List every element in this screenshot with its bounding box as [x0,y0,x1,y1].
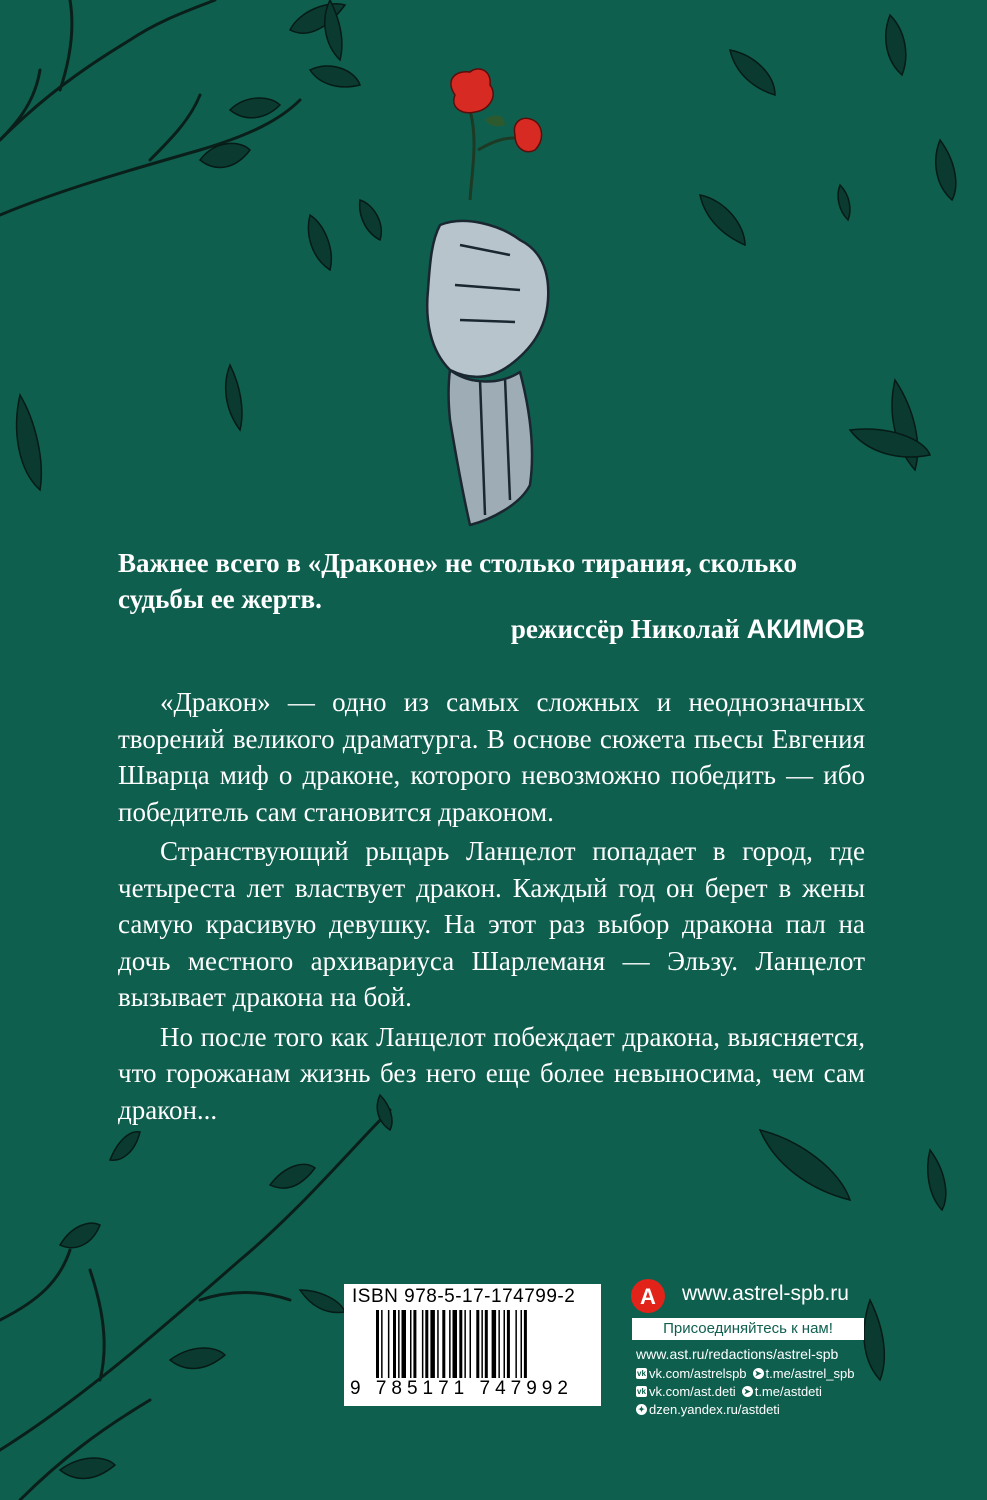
quote-author-surname: АКИМОВ [746,614,865,644]
barcode-bar [442,1310,445,1378]
barcode-bar [498,1310,500,1378]
ean-digits: 9 785171 747992 [350,1378,573,1399]
quote-text: Важнее всего в «Драконе» не столько тирания, сколько судьбы ее жертв. [118,548,798,614]
barcode-bar [398,1310,400,1378]
barcode-bar [459,1310,462,1378]
barcode-bar [410,1310,412,1378]
barcode-bar [524,1310,527,1378]
barcode-bar [485,1310,488,1378]
barcode-bar [476,1310,479,1378]
social-row-2 [636,1384,822,1399]
gauntlet-illustration [427,221,548,525]
barcode-bar [504,1310,506,1378]
barcode-bar [453,1310,458,1378]
barcode-bar [521,1310,523,1378]
vk-link-astrelspb[interactable]: vk.com/astrelspb [649,1366,747,1381]
social-row-3 [636,1402,780,1417]
barcode-bar [430,1310,435,1378]
social-row-1 [636,1366,854,1381]
description-paragraph-1: «Дракон» — одно из самых сложных и неоднозначных творений великого драматурга. В основе сюжета пьесы Евгения Шварца миф о драконе, которого невозможно победить — ибо победитель сам становится драконом. [118,687,865,827]
vk-icon: vk [637,1369,646,1378]
telegram-link-astrel-spb[interactable]: t.me/astrel_spb [765,1366,855,1381]
telegram-link-astdeti[interactable]: t.me/astdeti [754,1384,822,1399]
telegram-icon: ➤ [742,1386,753,1397]
book-description [118,684,865,1131]
description-paragraph-2: Странствующий рыцарь Ланцелот попадает в город, где четыреста лет властвует дракон. Каждый год он берет в жены самую красивую девушку. На этот раз выбор дракона пал на дочь местного архивариуса Шарлеманя — Эльзу. Ланцелот вызывает дракона на бой. [118,836,865,1012]
barcode-bar [402,1310,407,1378]
dzen-link[interactable]: dzen.yandex.ru/astdeti [649,1402,780,1417]
barcode-bar [492,1310,497,1378]
telegram-icon: ➤ [753,1368,764,1379]
barcode-bar [464,1310,466,1378]
barcode-bar [449,1310,451,1378]
rose-illustration [451,69,542,200]
barcode-bar [393,1310,396,1378]
barcode-bar [388,1310,390,1378]
barcode-bar [515,1310,517,1378]
barcode-bar [507,1310,510,1378]
quote-author [511,614,865,645]
barcode-bar [437,1310,439,1378]
description-paragraph-3: Но после того как Ланцелот побеждает дракона, выясняется, что горожанам жизнь без него еще более невыносима, чем сам дракон... [118,1021,865,1125]
barcode-bar [413,1310,416,1378]
redaction-link[interactable]: www.ast.ru/redactions/astrel-spb [636,1346,839,1362]
join-us-banner: Присоединяйтесь к нам! [632,1318,864,1340]
isbn-label: ISBN 978-5-17-174799-2 [352,1286,576,1307]
isbn-barcode-block [344,1284,601,1406]
logo-letter: А [640,1284,656,1309]
barcode-bar [422,1310,424,1378]
barcode-bar [481,1310,483,1378]
barcode-bar [425,1310,428,1378]
vk-link-astdeti[interactable]: vk.com/ast.deti [649,1384,736,1399]
astrel-logo-icon [630,1278,666,1314]
publisher-website[interactable]: www.astrel-spb.ru [682,1282,849,1305]
vk-icon: vk [637,1387,646,1396]
barcode-bar [376,1310,379,1378]
barcode-bar [470,1310,472,1378]
barcode-bar [381,1310,383,1378]
quote-author-prefix: режиссёр Николай [510,614,747,644]
dzen-icon: ✦ [636,1404,647,1415]
barcode [376,1310,576,1378]
